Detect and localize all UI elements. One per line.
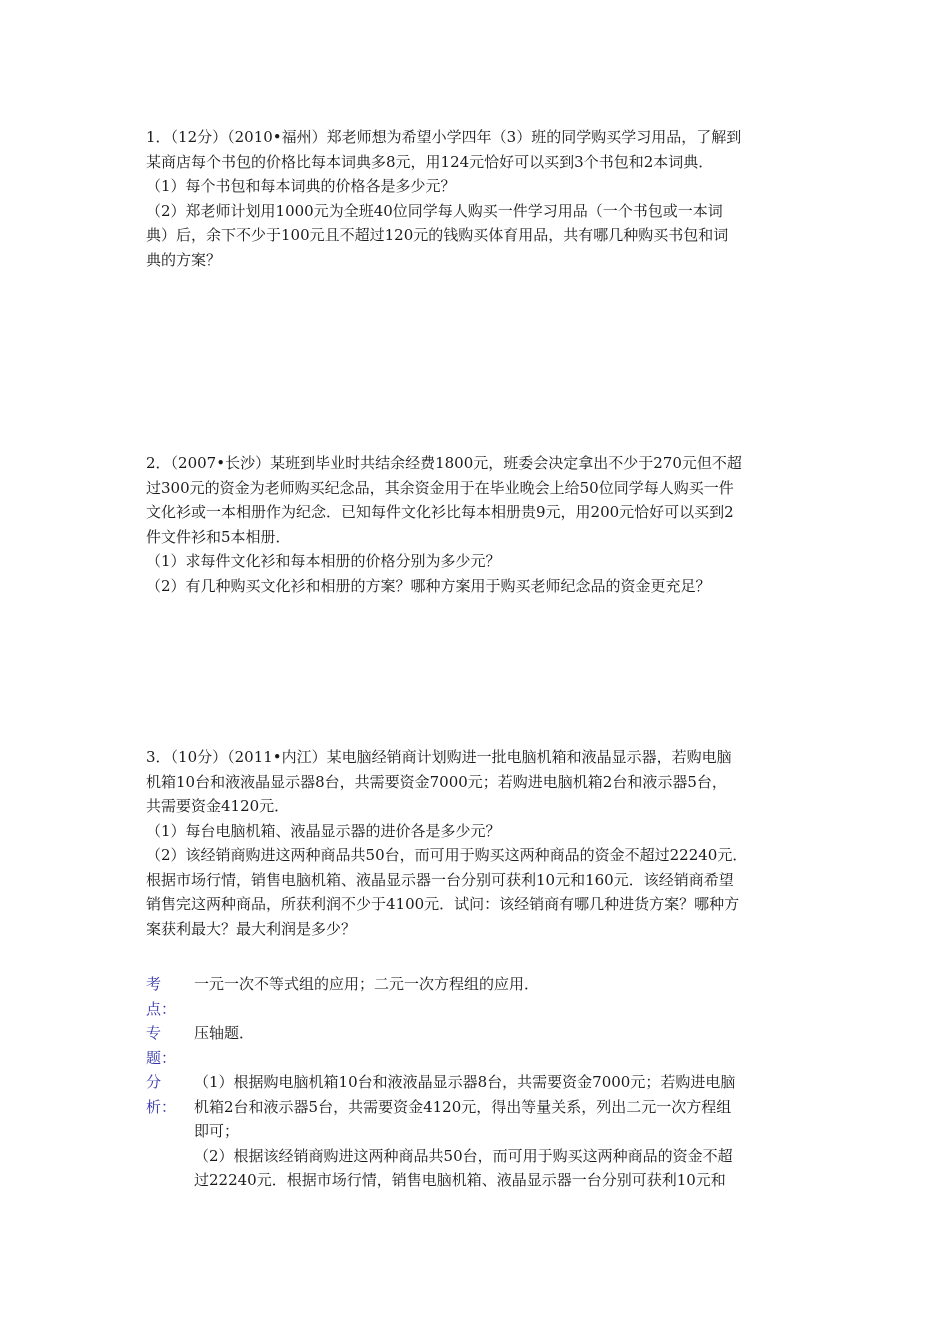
problem-2-line: 过300元的资金为老师购买纪念品，其余资金用于在毕业晚会上给50位同学每人购买一件 [146, 478, 734, 497]
zhuanti-row [146, 1021, 810, 1070]
problem-2-line: 文化衫或一本相册作为纪念．已知每件文化衫比每本相册贵9元，用200元恰好可以买到2 [146, 503, 734, 521]
kaodian-text: 一元一次不等式组的应用；二元一次方程组的应用． [194, 975, 540, 993]
problem-1-line: 典）后，余下不少于100元且不超过120元的钱购买体育用品，共有哪几种购买书包和词 [146, 226, 729, 244]
problem-3-line: 销售完这两种商品，所获利润不少于4100元．试问：该经销商有哪几种进货方案？哪种方 [146, 895, 740, 913]
problem-1-line: 某商店每个书包的价格比每本词典多8元，用124元恰好可以买到3个书包和2本词典． [146, 152, 714, 171]
problem-1-line: （2）郑老师计划用1000元为全班40位同学每人购买一件学习用品（一个书包或一本词 [146, 201, 723, 220]
fenxi-line: （2）根据该经销商购进这两种商品共50台，而可用于购买这两种商品的资金不超 [194, 1146, 733, 1165]
fenxi-line: 过22240元．根据市场行情，销售电脑机箱、液晶显示器一台分别可获利10元和 [194, 1171, 726, 1189]
problem-3-line: 案获利最大？最大利润是多少？ [146, 919, 357, 938]
solution-analysis [146, 972, 810, 1193]
problem-2-line: 件文件衫和5本相册． [146, 527, 291, 546]
problem-2-line: 2．（2007•长沙）某班到毕业时共结余经费1800元，班委会决定拿出不少于270元但不超 [146, 454, 742, 472]
problem-1-line: 1．（12分）（2010•福州）郑老师想为希望小学四年（3）班的同学购买学习用品，了解到 [146, 128, 742, 146]
problem-3 [146, 745, 810, 941]
fenxi-line: （1）根据购电脑机箱10台和液液晶显示器8台，共需要资金7000元；若购进电脑 [194, 1073, 736, 1091]
problem-3-line: （1）每台电脑机箱、液晶显示器的进价各是多少元？ [146, 821, 501, 840]
problem-1-line: （1）每个书包和每本词典的价格各是多少元？ [146, 177, 456, 195]
fenxi-line: 机箱2台和液示器5台，共需要资金4120元，得出等量关系，列出二元一次方程组 [194, 1097, 732, 1116]
problem-2 [146, 451, 810, 598]
problem-1 [146, 125, 810, 272]
problem-3-line: 3．（10分）（2011•内江）某电脑经销商计划购进一批电脑机箱和液晶显示器，若购电脑 [146, 748, 732, 766]
fenxi-row [146, 1070, 810, 1193]
problem-3-line: 机箱10台和液液晶显示器8台，共需要资金7000元；若购进电脑机箱2台和液示器5台， [146, 772, 727, 791]
kaodian-label: 考 点： [146, 975, 177, 1018]
fenxi-line: 即可； [194, 1122, 240, 1140]
kaodian-row [146, 972, 810, 1021]
problem-1-line: 典的方案？ [146, 250, 222, 269]
problem-2-line: （2）有几种购买文化衫和相册的方案？哪种方案用于购买老师纪念品的资金更充足？ [146, 576, 711, 595]
zhuanti-label: 专 题： [146, 1024, 177, 1067]
fenxi-label: 分 析： [146, 1073, 177, 1116]
zhuanti-text: 压轴题． [194, 1024, 255, 1042]
problem-3-line: 共需要资金4120元． [146, 797, 290, 815]
problem-2-line: （1）求每件文化衫和每本相册的价格分别为多少元？ [146, 552, 501, 570]
problem-3-line: （2）该经销商购进这两种商品共50台，而可用于购买这两种商品的资金不超过22240元． [146, 846, 748, 864]
problem-3-line: 根据市场行情，销售电脑机箱、液晶显示器一台分别可获利10元和160元．该经销商希望 [146, 870, 734, 889]
kaodian-content [194, 972, 810, 1021]
fenxi-content [194, 1070, 810, 1193]
zhuanti-content [194, 1021, 810, 1070]
